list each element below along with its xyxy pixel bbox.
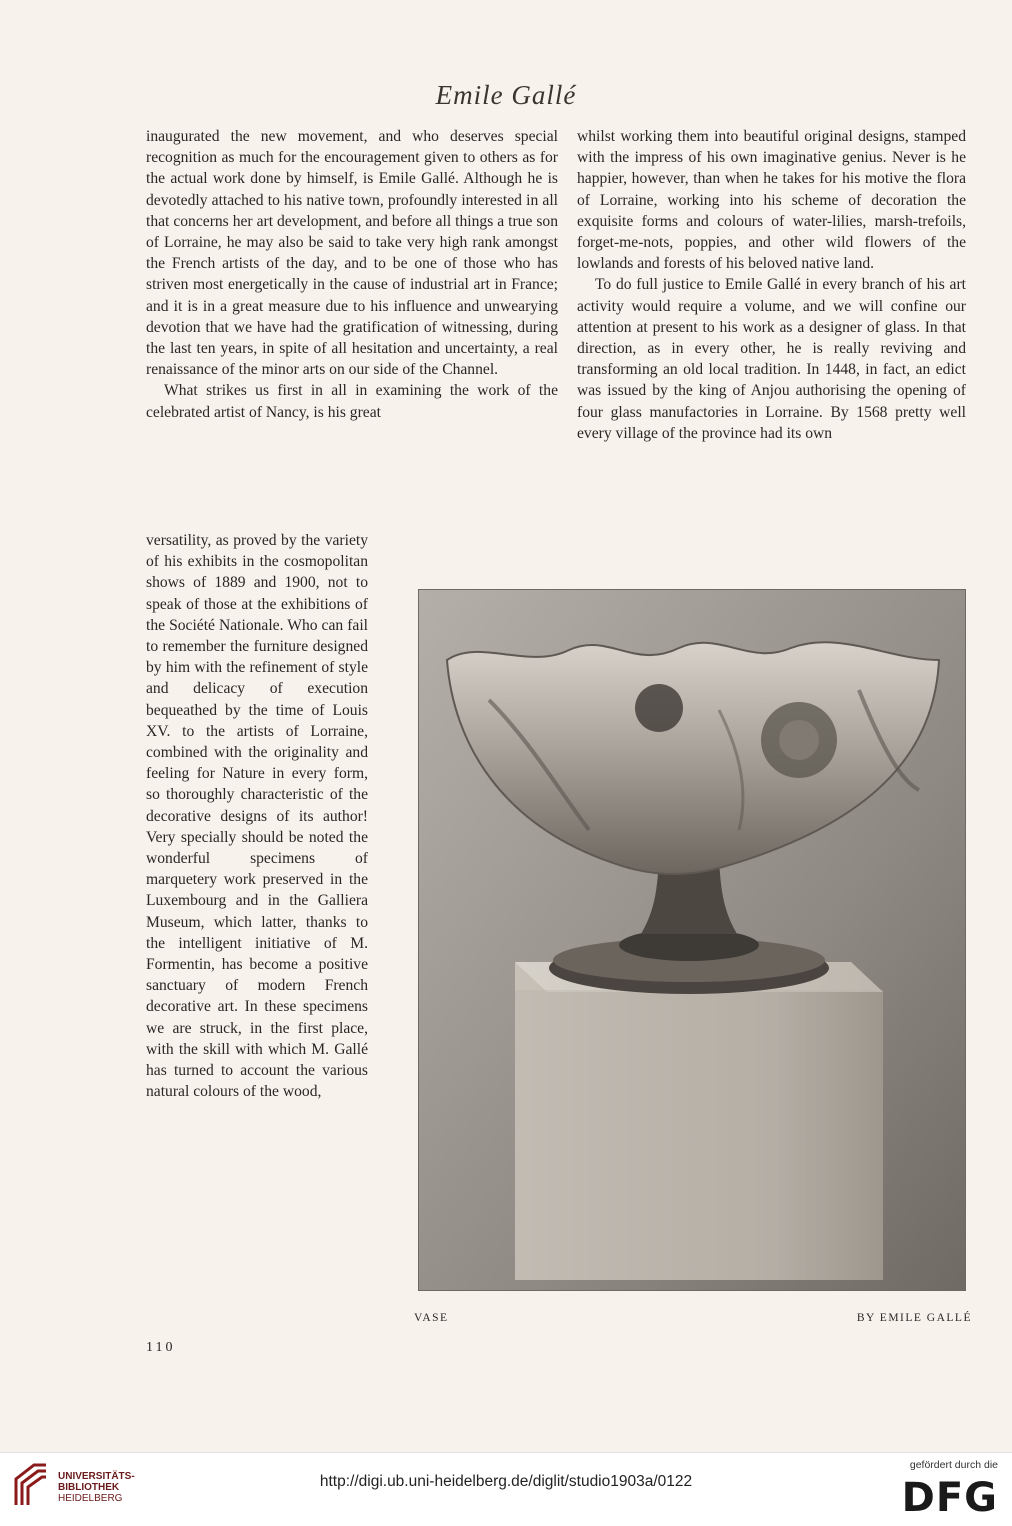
right-column — [577, 126, 966, 444]
dfg-logo: DFG — [901, 1475, 998, 1521]
page-number: 110 — [146, 1340, 176, 1355]
library-name-line: BIBLIOTHEK — [58, 1482, 120, 1493]
paragraph: whilst working them into beautiful original designs, stamped with the impress of his own imaginative genius. Never is he happier, however, than when he takes for his motive the flora of Lorraine, working into his scheme of decoration the exquisite forms and colours of water-lilies, marsh-trefoils, forget-me-nots, poppies, and other wild flowers of the lowlands and forests of his beloved native land. — [577, 128, 966, 273]
paragraph: versatility, as proved by the variety of his exhibits in the cosmopolitan shows of 1889 and 1900, not to speak of those at the exhibitions of the Société Nationale. Who can fail to remember the furniture designed by him with the refinement of style and delicacy of execution bequeathed by the time of Louis XV. to the artists of Lorraine, combined with the originality and feeling for Nature in every form, so thoroughly characteristic of the decorative designs of its author! Very specially should be noted the wonderful specimens of marquetery work preserved in the Luxembourg and in the Galliera Museum, which latter, thanks to the intelligent initiative of M. Formentin, has become a positive sanctuary of modern French decorative art. In these specimens we are struck, in the first place, with the skill with which M. Gallé has turned to account the various natural colours of the wood, — [146, 532, 368, 1101]
viewer-footer — [0, 1452, 1012, 1526]
vase-photograph — [418, 589, 966, 1291]
vase-illustration — [419, 590, 965, 1290]
left-column-top — [146, 126, 558, 423]
running-head: Emile Gallé — [435, 80, 577, 110]
figure-caption-right: BY EMILE GALLÉ — [856, 1312, 972, 1324]
paragraph: To do full justice to Emile Gallé in every branch of his art activity would require a volume, and we will confine our attention at present to his work as a designer of glass. In that direction, as in every other, he is really reviving and transforming an old local tradition. In 1448, in fact, an edict was issued by the king of Anjou authorising the opening of four glass manufactories in Lorraine. By 1568 pretty well every village of the province had its own — [577, 276, 966, 442]
figure-caption-left: VASE — [414, 1312, 449, 1324]
library-name-line: UNIVERSITÄTS- — [58, 1471, 135, 1482]
permalink-url[interactable]: http://digi.ub.uni-heidelberg.de/diglit/studio1903a/0122 — [319, 1473, 693, 1490]
left-column-narrow — [146, 530, 368, 1102]
paragraph: inaugurated the new movement, and who deserves special recognition as much for the encouragement given to others as for the actual work done by himself, is Emile Gallé. Although he is devotedly attached to his native town, profoundly interested in all that concerns her art development, and before all things a true son of Lorraine, he may also be said to take very high rank amongst the French artists of the day, and to be one of those who has striven most energetically in the cause of industrial art in France; and it is in a great measure due to his influence and unwearying devotion that we have had the gratification of witnessing, during the last ten years, in spite of all hesitation and uncertainty, a real renaissance of the minor arts on our side of the Channel. — [146, 128, 558, 379]
funded-by-text: gefördert durch die — [909, 1459, 998, 1471]
library-name-line: HEIDELBERG — [58, 1493, 123, 1504]
paragraph: What strikes us first in all in examining the work of the celebrated artist of Nancy, is his great — [146, 382, 558, 421]
